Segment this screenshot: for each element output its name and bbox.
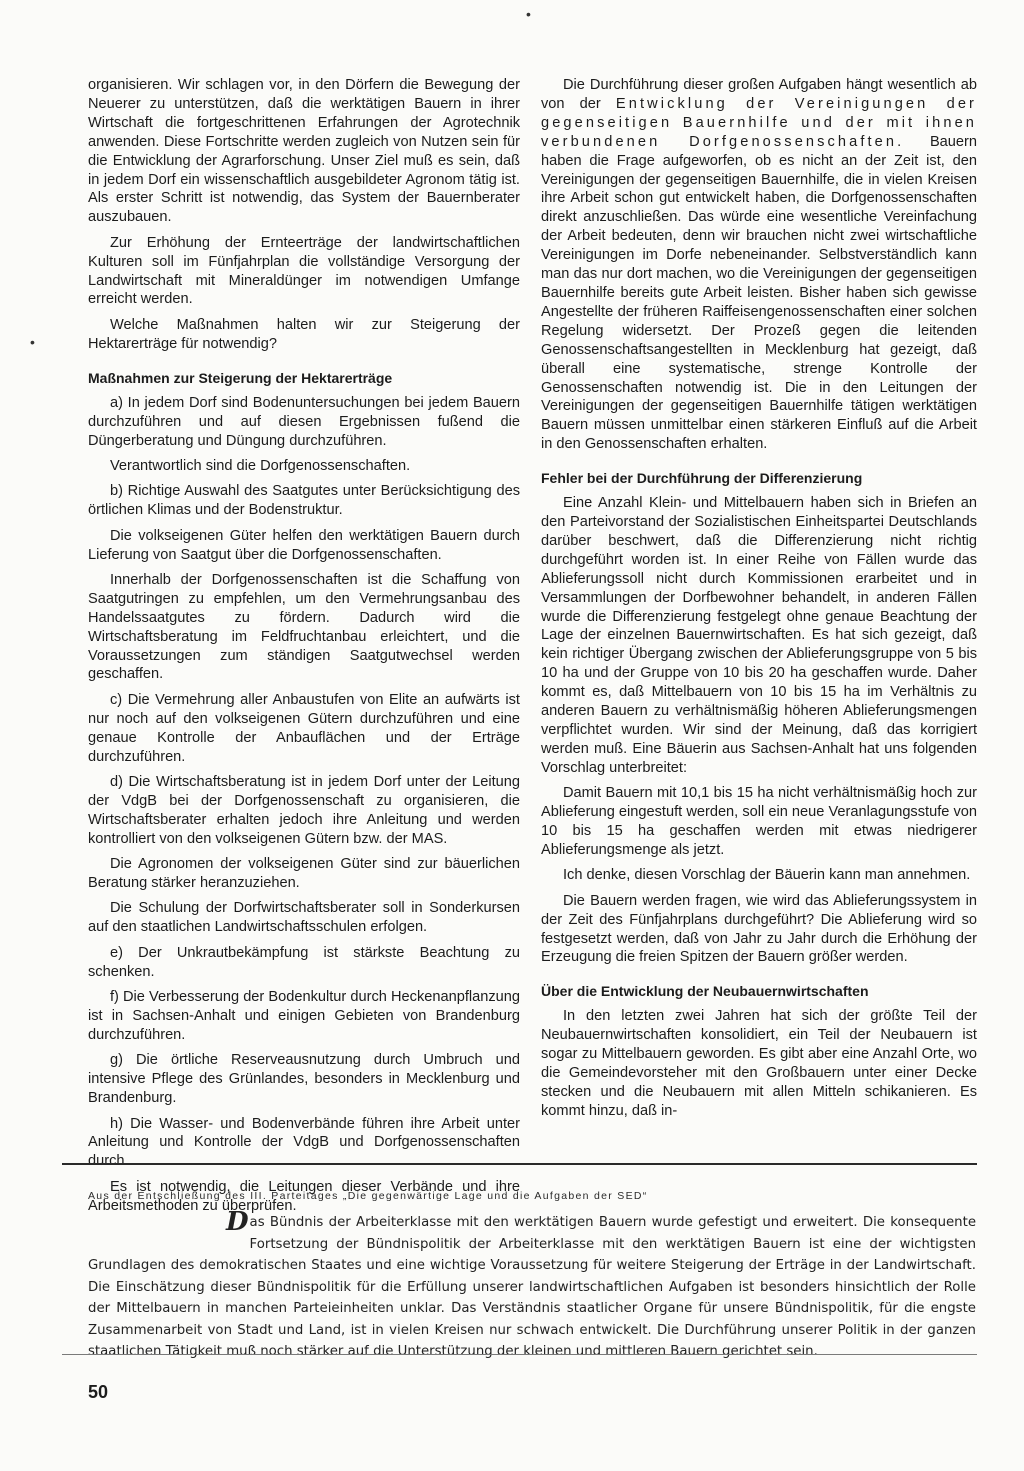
right-p1-spaced-emphasis: Entwicklung der Vereinigungen der gegenseitigen Bauernhilfe und der mit ihnen verbundenen Dorfgenossenschaften.: [541, 95, 977, 150]
right-paragraph-2: Eine Anzahl Klein- und Mittelbauern haben sich in Briefen an den Parteivorstand der Sozialistischen Einheitspartei Deutschlands darüber beschwert, daß die Differenzierung nicht richtig durchgeführt worden ist. In einer Reihe von Fällen wurde das Ablieferungssoll nicht durch Kommissionen erarbeitet und in Versammlungen der Dorfbewohner behandelt, in anderen Fällen wurde die Differenzierung festgelegt ohne genaue Beachtung der Lage der einzelnen Bauernwirtschaften. Es hat sich gezeigt, daß kein richtiger Übergang zwischen der Ablieferungsgruppe von 5 bis 10 ha und der Gruppe von 10 bis 20 ha geschaffen wurde. Daher kommt es, daß Mittelbauern von 10 bis 15 ha im Verhältnis zu anderen Bauern zu verhältnismäßig höheren Ablieferungsmengen verpflichtet wurden. Wir sind der Meinung, daß das korrigiert werden muß. Eine Bäuerin aus Sachsen-Anhalt hat uns folgenden Vorschlag unterbreitet:: [541, 495, 977, 776]
quote-source: Aus der Entschließung des III. Parteitages „Die gegenwärtige Lage und die Aufgaben der SED“: [88, 1190, 648, 1202]
right-paragraph-3: Damit Bauern mit 10,1 bis 15 ha nicht verhältnismäßig hoch zur Ablieferung eingestuft werden, soll ein neue Veranlagungsstufe von 10 bis 15 ha geschaffen werden mit etwas niedrigerer Ablieferungsmenge als jetzt.: [541, 785, 977, 858]
heading-hektarertraege: Maßnahmen zur Steigerung der Hektarerträge: [88, 369, 393, 386]
measure-f: f) Die Verbesserung der Bodenkultur durch Heckenanpflanzung ist in Sachsen-Anhalt und einigen Gebieten von Brandenburg durchzuführen.: [88, 989, 520, 1043]
measure-a-note: Verantwortlich sind die Dorfgenossenschaften.: [110, 457, 411, 474]
quote-bottom-rule: [62, 1354, 977, 1355]
left-paragraph-3: Welche Maßnahmen halten wir zur Steigerung der Hektarerträge für notwendig?: [88, 316, 520, 352]
right-paragraph-1: [541, 76, 977, 454]
measure-a: a) In jedem Dorf sind Bodenuntersuchungen bei jedem Bauern durchzuführen und auf diesen Ergebnissen fußend die Düngerberatung und Düngung durchzuführen.: [88, 394, 520, 449]
measure-d-note-1: Die Agronomen der volkseigenen Güter sind zur bäuerlichen Beratung stärker heranzuziehen.: [88, 856, 520, 892]
measure-h: h) Die Wasser- und Bodenverbände führen ihre Arbeit unter Anleitung und Kontrolle der VdgB und Dorfgenossenschaften durch.: [88, 1115, 520, 1170]
right-p1-start: Die Durchführung dieser großen Aufgaben hängt wesentlich ab von der: [541, 77, 977, 112]
quote-dropcap: D: [226, 1207, 249, 1237]
measure-b: b) Richtige Auswahl des Saatgutes unter Berücksichtigung des örtlichen Klimas und der Bodenstruktur.: [88, 483, 520, 519]
right-paragraph-6: In den letzten zwei Jahren hat sich der größte Teil der Neubauernwirtschaften konsolidiert, ein Teil der Neubauern ist sogar zu Mittelbauern geworden. Es gibt aber eine Anzahl Orte, wo die Gemeindevorsteher mit den Großbauern unter einer Decke stecken und die Neubauern mit allen Mitteln schikanieren. Es kommt hinzu, daß in-: [541, 1008, 977, 1119]
measure-h-note: Es ist notwendig, die Leitungen dieser Verbände und ihre Arbeitsmethoden zu überprüfen.: [88, 1178, 520, 1214]
left-paragraph-2: Zur Erhöhung der Ernteerträge der landwirtschaftlichen Kulturen soll im Fünfjahrplan die vollständige Versorgung der Landwirtschaft mit Mineraldünger im notwendigen Umfange erreicht werden.: [88, 234, 520, 308]
right-column: [541, 76, 977, 1127]
page-number: 50: [88, 1382, 109, 1402]
left-paragraph-1: organisieren. Wir schlagen vor, in den Dörfern die Bewegung der Neuerer zu unterstützen, daß die werktätigen Bauern in ihrer Wirtschaft die fortgeschrittenen Erfahrungen der Agrotechnik anwenden. Diese Fortschritte werden zugleich von Nutzen sein für die Entwicklung der Agrarforschung. Unser Ziel muß es sein, daß in jedem Dorf ein wissenschaftlich ausgebildeter Agronom tätig ist. Als erster Schritt ist notwendig, das System der Bauernberater auszubauen.: [88, 77, 520, 226]
measure-e: e) Der Unkrautbekämpfung ist stärkste Beachtung zu schenken.: [88, 944, 520, 980]
measure-c: c) Die Vermehrung aller Anbaustufen von Elite an aufwärts ist nur noch auf den volkseigenen Gütern durchzuführen und eine genaue Kontrolle der Anbauflächen und der Erträge durchzuführen.: [88, 691, 520, 765]
scan-dot-mark: •: [30, 334, 35, 350]
heading-differenzierung: Fehler bei der Durchführung der Differenzierung: [541, 470, 863, 487]
scan-dot-mark: •: [526, 6, 531, 22]
measure-d-note-2: Die Schulung der Dorfwirtschaftsberater soll in Sonderkursen auf den staatlichen Landwirtschaftsschulen erfolgen.: [88, 900, 520, 936]
measure-b-note-2: Innerhalb der Dorfgenossenschaften ist die Schaffung von Saatgutringen zu empfehlen, um den Vermehrungsanbau des Handelssaatgutes zu fördern. Dadurch wird die Wirtschaftsberatung im Feldfruchtanbau erleichtert, und die Voraussetzungen zum ständigen Saatgutwechsel werden geschaffen.: [88, 571, 520, 683]
right-paragraph-4: Ich denke, diesen Vorschlag der Bäuerin kann man annehmen.: [563, 867, 971, 884]
measure-b-note-1: Die volkseigenen Güter helfen den werktätigen Bauern durch Lieferung von Saatgut über die Dorfgenossenschaften.: [88, 527, 520, 563]
heading-neubauern: Über die Entwicklung der Neubauernwirtschaften: [541, 983, 869, 1000]
right-paragraph-5: Die Bauern werden fragen, wie wird das Ablieferungssystem in der Zeit des Fünfjahrplans durchgeführt? Die Ablieferung wird so festgesetzt werden, daß von Jahr zu Jahr durch die Erhöhung der Erzeugung die freien Spitzen der Bauern größer werden.: [541, 892, 977, 966]
quote-top-rule: [62, 1163, 977, 1165]
right-p1-rest: Bauern haben die Frage aufgeworfen, ob es nicht an der Zeit ist, den Vereinigungen der gegenseitigen Bauernhilfe, die in vielen Kreisen ihre Arbeit schon gut entwickelt haben, die Dorfgenossenschaften direkt anzuschließen. Das würde eine wesentliche Vereinfachung der Arbeit bedeuten, denn wir brauchen nicht zwei wirtschaftliche Vereinigungen im Dorfe nebeneinander. Selbstverständlich kann man das nur dort machen, wo die Vereinigungen der gegenseitigen Bauernhilfe bereits gute Arbeit leisten. Bisher haben sich gewisse Angestellte der früheren Raiffeisengenossenschaften einer solchen Regelung widersetzt. Der Prozeß gegen die leitenden Genossenschaftsangestellten in Mecklenburg hat gezeigt, daß überall eine systematische, strenge Kontrolle der Genossenschaften notwendig ist. Die in den Leitungen der Vereinigungen der gegenseitigen Bauernhilfe tätigen werktätigen Bauern müssen unmittelbar einen stärkeren Einfluß auf die Arbeit in den Genossenschaften erhalten.: [541, 133, 977, 453]
quote-block: [88, 1207, 976, 1363]
quote-text: as Bündnis der Arbeiterklasse mit den werktätigen Bauern wurde gefestigt und erweitert. Die konsequente Fortsetzung der Bündnispolitik der Arbeiterklasse mit den werktätigen Bauern ist eine der wichtigsten Grundlagen des demokratischen Staates und eine wichtige Voraussetzung für weitere Steigerung der Erträge in der Landwirtschaft. Die Einschätzung dieser Bündnispolitik für die Erfüllung unserer landwirtschaftlichen Aufgaben ist besonders hinsichtlich der Rolle der Mittelbauern in manchen Parteieinheiten unklar. Das Verständnis staatlicher Organe für unsere Bündnispolitik, für die engste Zusammenarbeit von Stadt und Land, ist in vielen Kreisen nur schwach entwickelt. Die Durchführung unserer Politik in der ganzen staatlichen Tätigkeit muß noch stärker auf die Unterstützung der kleinen und mittleren Bauern gerichtet sein.: [88, 1215, 976, 1359]
left-column: [88, 76, 520, 1222]
measure-d: d) Die Wirtschaftsberatung ist in jedem Dorf unter der Leitung der VdgB bei der Dorfgenossenschaft zu organisieren, die Wirtschaftsberater erhalten jedoch ihre Anleitung und werden kontrolliert von den volkseigenen Gütern bzw. der MAS.: [88, 774, 520, 847]
measure-g: g) Die örtliche Reserveausnutzung durch Umbruch und intensive Pflege des Grünlandes, besonders in Mecklenburg und Brandenburg.: [88, 1052, 520, 1107]
